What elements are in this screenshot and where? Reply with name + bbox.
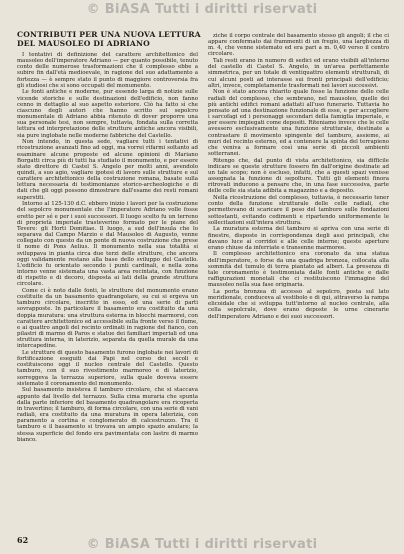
- paragraph: Non è stato ancora chiarito quale fosse la funzione delle celle radiali del complesso, che sembrano, nel mausoleo, quelle dei più antichi edifici romani adattati all'uso funerario. Tuttavia ho pensato ad una destinazione funzionale di esse, e per accogliere i sarcofagi ed i personaggi secondari della famiglia imperiale, e per essere impiegati come depositi. Riteniamo invece che le celle avessero esclusivamente una funzione strutturale, destinate a contrastare il movimento spingente del tamburo, assieme, ai muri del recinto esterno, ed a contenere la spinta del terrapieno che veniva a formare così una serie di piccoli ambienti sotterranei.: [208, 89, 389, 157]
- article-title: CONTRIBUTI PER UNA NUOVA LETTURA DEL MAUSOLEO DI ADRIANO: [17, 30, 201, 48]
- paragraph: I tentativi di definizione del carattere architettonico del mausoleo dell'imperatore Adriano — per quanto possibile, tenuto conto delle numerose trasformazioni che il complesso ebbe a subire fin dall'età medioevale, in ragione del suo adattamento a fortezza — è sempre stato il punto di maggiore controversia fra gli studiosi che si sono occupati del monumento.: [17, 52, 198, 89]
- paragraph: Non intendo, in questa sede, vagliare tutti i tentativi di ricostruzione avanzati fino ad oggi, ma vorrei rifarmi soltanto ad esaminare alcune proposte ed alcune opinioni di Mariano Borgatti circa più di tutti ha studiato il monumento, e per essere stato direttore di Castel S. Angelo per molti anni, avendolo quindi, a suo agio, vagliare ipotesi di lavoro sulle strutture e sul carattere architettonico della costruzione romana, basate sulla lettura necessaria di testimonianze storico-archeologiche e di dati che gli oggi possono dimostrare dall'esame dei resti romani superstiti.: [17, 139, 198, 201]
- right-column: [208, 33, 389, 536]
- watermark-top: © BiASA Tutti i diritti riservati: [86, 2, 318, 17]
- left-column: [17, 52, 198, 532]
- paragraph: Nella ricostruzione del complesso, tuttavia, è necessario tener conto della funzione strutturale delle celle radiali, che permettevano di scaricare il peso del tamburo sulle fondazioni sottostanti, evitando cedimenti e ripartendo uniformemente le sollecitazioni sull'intera struttura.: [208, 195, 389, 226]
- paragraph: La porta bronzea di accesso al sepolcro, posta sul lato meridionale, conduceva al vestibolo e di qui, attraverso la rampa elicoidale che si sviluppa tutt'intorno al nucleo centrale, alla cella sepolcrale, dove erano deposte le urne cinerarie dell'imperatore Adriano e dei suoi successori.: [208, 288, 389, 320]
- page-number: 62: [17, 535, 29, 545]
- watermark-bottom: © BiASA Tutti i diritti riservati: [86, 537, 318, 552]
- paragraph: Intorno al 125-130 d.C. ebbero inizio i lavori per la costruzione del sepolcro monumentale che l'imperatore Adriano volle fosse eretto per sé e per i suoi successori. Il luogo scelto fu un terreno di proprietà imperiale trasteverino formato per le piane del Tevere: gli Horti Domitiae. Il luogo, a sud dell'insula che lo separava dal Campo Marzio e dal Mausoleo di Augusto, venne collegato con questo da un ponte di nuova costruzione che prese il nome di Pons Aelius. Il monumento nella sua totalità si sviluppava in pianta circa due terzi delle strutture, che ancora oggi validamente restano alla base dello sviluppo del Castello. L'edificio fu orientato secondo i punti cardinali, e nella zona intorno venne sistemata una vasta area recintata, con funzione di rispetto e di decoro, disposta ai lati della grande struttura circolare.: [17, 201, 198, 288]
- paragraph: Tali resti erano in numero di sedici ed erano visibili all'interno del castello di Castel S. Angelo, in un'area perfettamente simmetrica, per un totale di ventiquattro elementi strutturali, di cui alcuni posti ad interasse sui fronti principali dell'edificio; altri, invece, completamente trasformati nei lavori successivi.: [208, 58, 389, 89]
- paragraph: Il complesso architettonico era coronato da una statua dell'imperatore, o forse da una quadriga bronzea, collocata alla sommità del tumulo di terra piantato ad alberi. La presenza di tale coronamento è testimoniata dalle fonti antiche e dalle raffigurazioni monetali che ci restituiscono l'immagine del mausoleo nella sua fase originaria.: [208, 251, 389, 289]
- paragraph: La muratura esterna del tamburo si apriva con una serie di finestre, disposte in corrispondenza degli assi principali, che davano luce ai corridoi e alle celle interne; queste aperture erano chiuse da inferriate e transenne marmoree.: [208, 226, 389, 251]
- paragraph: Le fonti antiche e moderne, pur essendo larga di notizie sulle vicende storiche e sulle destinazioni dell'edificio, non fanno cenno in dettaglio al suo aspetto esteriore. Ciò ha fatto sì che ciascuno degli autori che hanno scritto sul sepolcro monumentale di Adriano abbia ritenuto di dover proporre una sua personale tesi, non sempre, tuttavia, fondata sulla corretta lettura ed interpretazione delle strutture antiche ancora visibili, sia pure inglobate nelle moderne fabbriche del Castello.: [17, 89, 198, 139]
- paragraph: Come ci è noto dalle fonti, le strutture del monumento erano costituite da un basamento quadrangolare, su cui si ergeva un tamburo circolare, inscritto in esso, ed una serie di parti sovrapposte. In particolare il basamento era costituito da una doppia muratura: una struttura esterna in blocchi marmorei, con carattere architettonico ed accessibile sulla fronte verso il fiume, e ai quattro angoli del recinto ordinati in ragione del fianco, con pilastri di marmo di Paros e statue dei familiari imperiali ed una struttura interna, in laterizio, separata da quella murale da una intercapedine.: [17, 287, 198, 350]
- paragraph: Ritengo che, dal punto di vista architettonico, sia difficile indicare se queste strutture fossero fin dall'origine destinate ad un tale scopo; non è escluso, infatti, che a questi spazi venisse assegnata la funzione di sepolture. Tutti gli elementi finora ritrovati inducono a pensare che, in una fase successiva, parte delle celle sia stata adibita a magazzino e a deposito.: [208, 157, 389, 195]
- paragraph: Le strutture di questo basamento furono inglobate nei lavori di fortificazione eseguiti dai Papi nel corso dei secoli e costituiscono oggi il nucleo centrale del Castello. Questo tamburo, con il suo rivestimento marmoreo e di laterizio, sorreggeva la terrazza superiore, sulla quale doveva essere sistemato il coronamento del monumento.: [17, 350, 198, 387]
- paragraph: ziche il corpo centrale del basamento stesso gli angoli; il che ci appare confermato dai frammenti di un fregio, una larghezza di m. 4, che venne sistemato ed era pari a m. 0,40 verso il centro circolare.: [208, 33, 389, 58]
- paragraph: Sul basamento insisteva il tamburo circolare, che si staccava appunto dal livello del terrazzo. Sulla cima muraria che spunta dalla parte inferiore del basamento quadrangolare era ricoperta in travertino; il tamburo, di forma circolare, con una serie di vani radiali, era costituito da una muratura in opera laterizia, con paramento a cortina e conglomerato di calcestruzzo. Tra il tamburo e il basamento si trovava un ampio spazio anulare; la stessa superficie del fondo era pavimentata con lastre di marmo bianco.: [17, 387, 198, 443]
